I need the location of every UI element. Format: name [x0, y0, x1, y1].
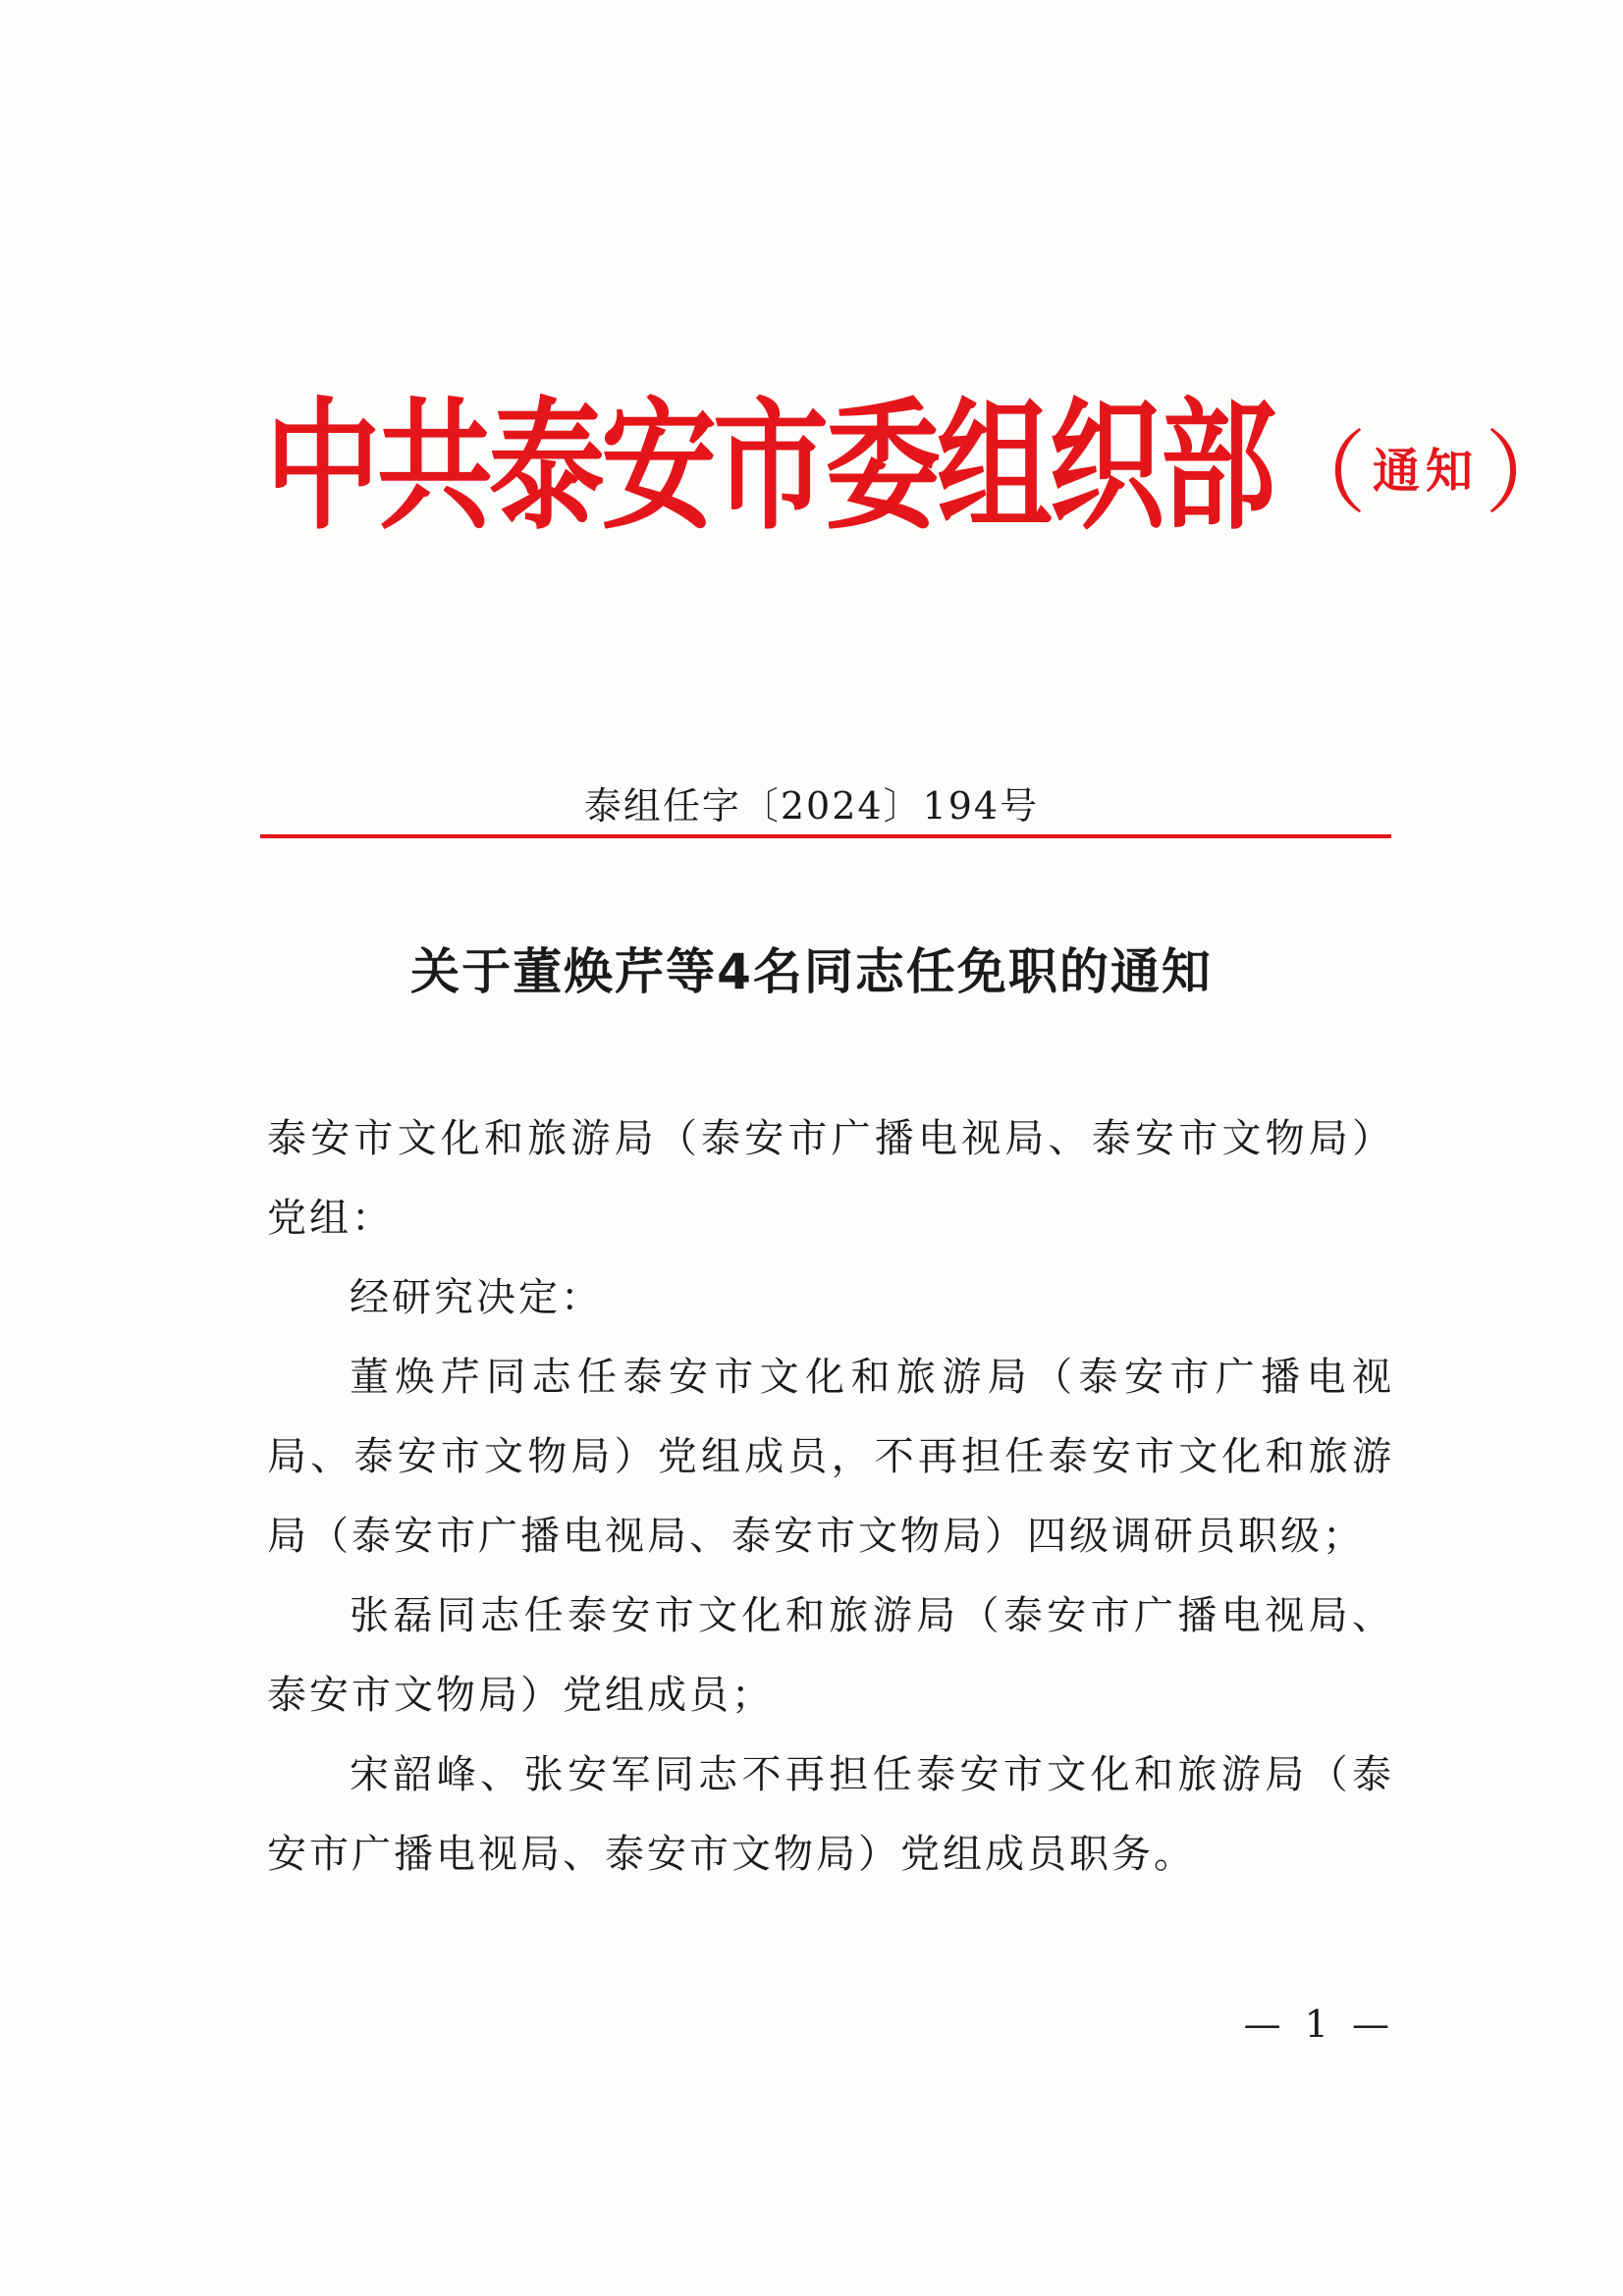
document-type-open-paren: （: [1276, 421, 1368, 526]
document-type-close-paren: ）: [1485, 421, 1576, 526]
masthead: [265, 378, 1576, 574]
appointment-paragraph: 董焕芹同志任泰安市文化和旅游局（泰安市广播电视局、泰安市文物局）党组成员，不再担任泰安市文化和旅游局（泰安市广播电视局、泰安市文物局）四级调研员职级；: [267, 1355, 1394, 1559]
document-number: 泰组任字〔2024〕194号: [583, 784, 1040, 828]
dismissal-paragraph: 宋韶峰、张安军同志不再担任泰安市文化和旅游局（泰安市广播电视局、泰安市文物局）党组成员职务。: [267, 1752, 1394, 1877]
document-type-label: 通知: [1373, 443, 1480, 499]
appointment-paragraph: 张磊同志任泰安市文化和旅游局（泰安市广播电视局、泰安市文物局）党组成员；: [267, 1593, 1394, 1718]
red-separator-line: [260, 834, 1391, 838]
document-body: [267, 1099, 1394, 1895]
document-title: 关于董焕芹等4名同志任免职的通知: [410, 943, 1213, 1000]
issuing-organization: 中共泰安市委组织部: [265, 383, 1273, 550]
recipient-line: 泰安市文化和旅游局（泰安市广播电视局、泰安市文物局）党组：: [267, 1116, 1394, 1241]
page-number: — 1 —: [1243, 2002, 1395, 2046]
intro-paragraph: 经研究决定：: [350, 1275, 603, 1320]
document-type: [1276, 401, 1575, 531]
